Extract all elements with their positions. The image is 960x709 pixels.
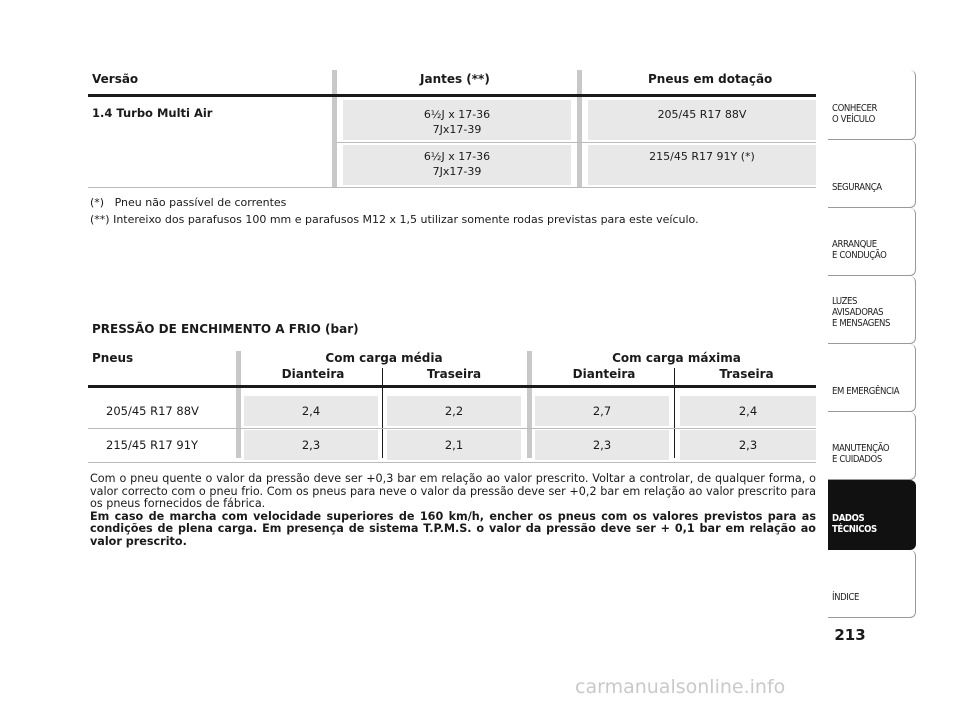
tab-luzes-avisadoras[interactable] [828,276,916,344]
tab-label: CONHECER O VEÍCULO [832,103,878,125]
group-header-medium: Com carga média [325,351,443,365]
pressure-value: 2,1 [444,438,464,452]
pressure-note-text: Com o pneu quente o valor da pressão deve ser +0,3 bar em relação ao valor prescrito. Voltar a controlar, de qualquer forma, o valor correcto com o pneu frio. Com os pneus para neve o valor da pressão deve ser +0,2 bar em relação ao valor prescrito para os pneus fornecidos de fábrica. [90,472,816,510]
pressure-note-bold: Em caso de marcha com velocidade superiores de 160 km/h, encher os pneus com os valores previstos para as condições de plena carga. Em presença de sistema T.P.M.S. o valor da pressão deve ser + 0,1 bar em relação ao valor prescrito. [90,509,816,548]
footnote: (**) Intereixo dos parafusos 100 mm e parafusos M12 x 1,5 utilizar somente rodas previstas para este veículo. [90,213,699,226]
page-number: 213 [834,626,866,644]
header-rule [88,94,816,97]
tab-label: EM EMERGÊNCIA [832,386,900,397]
rims-line: 6½J x 17-36 [423,108,491,121]
pressure-value: 2,4 [738,404,758,418]
column-divider [332,70,337,188]
col-header-tyres: Pneus [92,351,134,365]
tyre-size: 215/45 R17 91Y [106,438,199,452]
col-header-version: Versão [92,72,139,86]
pressure-value: 2,7 [592,404,612,418]
section-title: PRESSÃO DE ENCHIMENTO A FRIO (bar) [92,322,359,336]
pressure-notes [90,473,816,548]
table-bottom-rule [88,187,816,188]
tab-label: SEGURANÇA [832,182,882,193]
row-rule [337,142,816,143]
tab-label: DADOS TÉCNICOS [832,513,877,535]
sub-header-rear: Traseira [426,367,482,381]
version-cell: 1.4 Turbo Multi Air [92,106,213,120]
pressure-value: 2,3 [592,438,612,452]
sub-header-rear: Traseira [719,367,774,381]
header-rule [88,385,816,388]
pressure-value: 2,2 [444,404,464,418]
tab-manutencao-e-cuidados[interactable] [828,412,916,480]
rims-line: 6½J x 17-36 [423,150,491,163]
row-rule [88,428,816,429]
tyre-cell: 215/45 R17 91Y (*) [649,150,755,163]
tab-label: ÍNDICE [832,592,859,603]
tab-indice[interactable] [828,550,916,618]
tab-arranque-e-conducao[interactable] [828,208,916,276]
tab-conhecer-o-veiculo[interactable] [828,70,916,140]
tyre-cell: 205/45 R17 88V [657,108,747,121]
col-header-rims: Jantes (**) [420,72,490,86]
col-header-tyres: Pneus em dotação [648,72,773,86]
rims-line: 7Jx17-39 [432,165,482,178]
pressure-value: 2,4 [301,404,321,418]
rims-cell [343,107,571,137]
group-header-max: Com carga máxima [612,351,741,365]
sub-header-front: Dianteira [572,367,636,381]
column-divider [527,351,532,458]
tab-seguranca[interactable] [828,140,916,208]
pressure-value: 2,3 [301,438,321,452]
table-bottom-rule [88,462,816,463]
tab-label: ARRANQUE E CONDUÇÃO [832,239,887,261]
tab-dados-tecnicos[interactable] [828,480,916,550]
column-divider [577,70,582,188]
tab-em-emergencia[interactable] [828,344,916,412]
subcolumn-divider [674,368,675,458]
sub-header-front: Dianteira [281,367,345,381]
pressure-value: 2,3 [738,438,758,452]
column-divider [236,351,241,458]
footnote: (*) Pneu não passível de correntes [90,196,287,209]
rims-line: 7Jx17-39 [432,123,482,136]
tyre-size: 205/45 R17 88V [106,404,199,418]
rims-cell [343,149,571,179]
watermark: carmanualsonline.info [575,676,786,698]
subcolumn-divider [382,368,383,458]
tab-label: MANUTENÇÃO E CUIDADOS [832,443,890,465]
tab-label: LUZES AVISADORAS E MENSAGENS [832,296,891,329]
